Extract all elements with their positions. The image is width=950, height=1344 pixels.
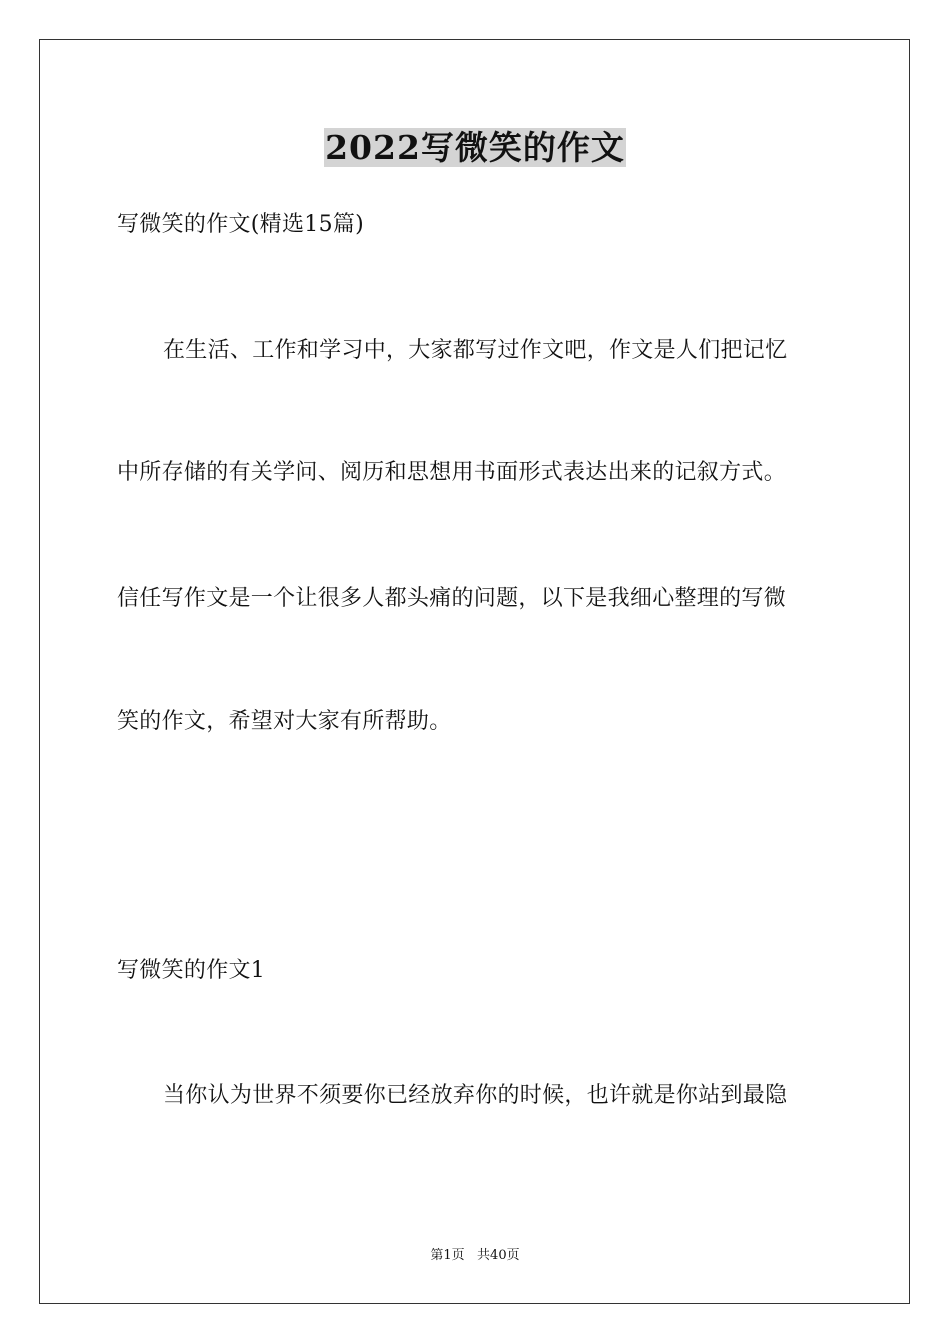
page-footer: 第1页 共40页: [430, 1248, 520, 1263]
section-heading: 写微笑的作文1: [117, 958, 266, 983]
intro-line-3: 信任写作文是一个让很多人都头痛的问题，以下是我细心整理的写微: [117, 586, 787, 611]
document-title: [0, 128, 950, 168]
intro-line-2: 中所存储的有关学问、阅历和思想用书面形式表达出来的记叙方式。: [117, 460, 787, 485]
document-title-text: 2022写微笑的作文: [325, 128, 625, 167]
section-first-line: 当你认为世界不须要你已经放弃你的时候，也许就是你站到最隐: [163, 1083, 788, 1108]
intro-line-4: 笑的作文，希望对大家有所帮助。: [117, 709, 452, 734]
document-subtitle: 写微笑的作文(精选15篇): [117, 212, 365, 237]
intro-line-1: 在生活、工作和学习中，大家都写过作文吧，作文是人们把记忆: [163, 338, 788, 363]
